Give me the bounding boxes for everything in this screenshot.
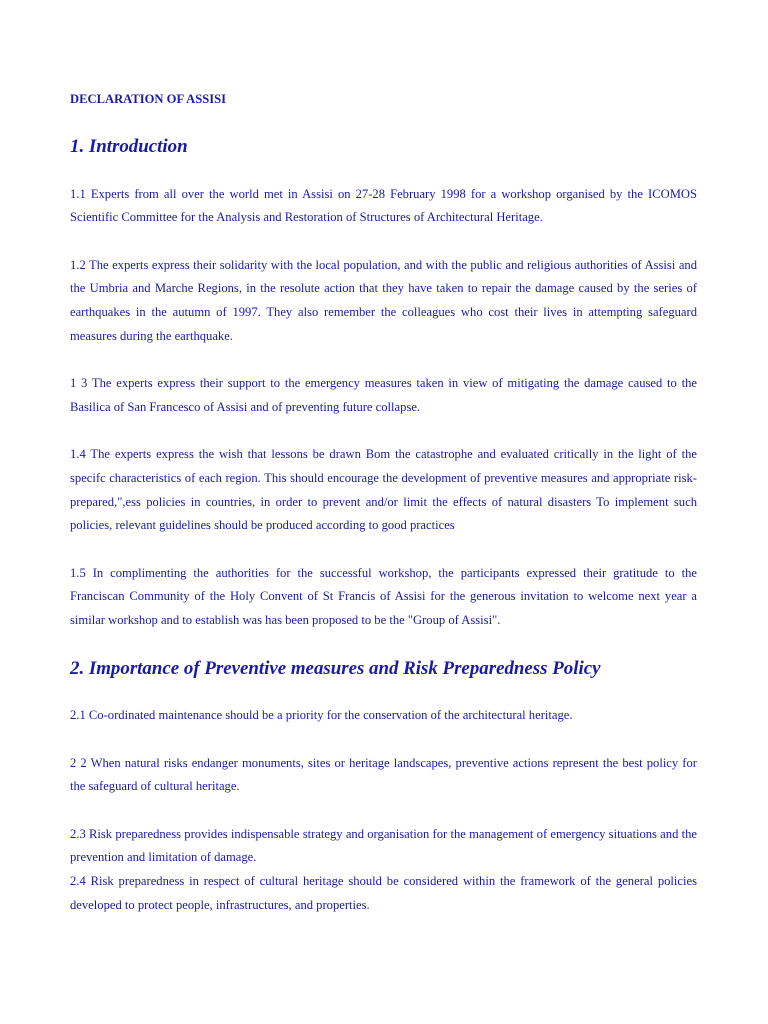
section-heading-introduction: 1. Introduction — [70, 136, 188, 157]
document-title: DECLARATION OF ASSISI — [70, 92, 227, 106]
paragraph-2-4: 2.4 Risk preparedness in respect of cultural heritage should be considered within the framework of the general policies developed to protect people, infrastructures, and properties. — [70, 874, 697, 912]
paragraph-1-2: 1.2 The experts express their solidarity with the local population, and with the public and religious authorities of Assisi and the Umbria and Marche Regions, in the resolute action that they have taken to repair the damage caused by the series of earthquakes in the autumn of 1997. They also remember the colleagues who cost their lives in attempting safeguard measures during the earthquake. — [70, 257, 697, 343]
paragraph-1-4: 1.4 The experts express the wish that lessons be drawn Bom the catastrophe and evaluated critically in the light of the specifc characteristics of each region. This should encourage the development of preventive measures and appropriate risk-prepared,",ess policies in countries, in order to prevent and/or limit the effects of natural disasters To implement such policies, relevant guidelines should be produced according to good practices — [70, 447, 697, 533]
section-heading-preventive-measures: 2. Importance of Preventive measures and Risk Preparedness Policy — [70, 657, 601, 679]
paragraph-1-3: 1 3 The experts express their support to the emergency measures taken in view of mitigating the damage caused to the Basilica of San Francesco of Assisi and of preventing future collapse. — [70, 376, 697, 414]
paragraph-2-1: 2.1 Co-ordinated maintenance should be a priority for the conservation of the architectural heritage. — [70, 708, 573, 723]
document-page — [70, 88, 697, 917]
paragraph-2-2: 2 2 When natural risks endanger monuments, sites or heritage landscapes, preventive actions represent the best policy for the safeguard of cultural heritage. — [70, 755, 697, 794]
paragraph-2-3: 2.3 Risk preparedness provides indispensable strategy and organisation for the management of emergency situations and the prevention and limitation of damage. — [70, 826, 697, 865]
paragraph-1-1: 1.1 Experts from all over the world met in Assisi on 27-28 February 1998 for a workshop organised by the ICOMOS Scientific Committee for the Analysis and Restoration of Structures of Architectural Heritage. — [70, 186, 697, 225]
paragraph-1-5: 1.5 In complimenting the authorities for the successful workshop, the participants expressed their gratitude to the Franciscan Community of the Holy Convent of St Francis of Assisi for the generous invitation to welcome next year a similar workshop and to establish was has been proposed to be the "Group of Assisi". — [70, 565, 697, 627]
